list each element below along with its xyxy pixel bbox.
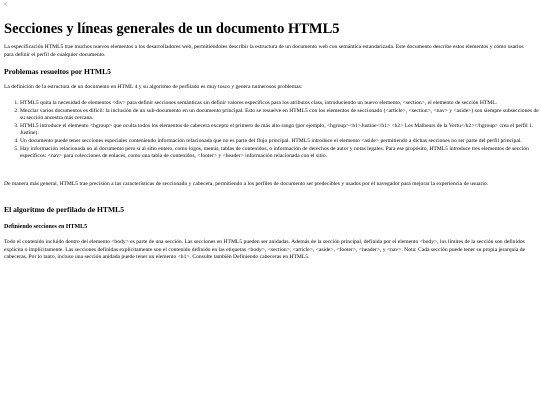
problem-item: 3. HTML5 introduce el elemento <hgroup> que oculta todos los elementos de cabecera excepto el primero de más alto rango (por ejemplo, <hgroup><h1>Justine</h1> <h2> Les Malheurs de la Vertu</h2></hgroup> crea el perfil 1. Justine). (20, 123, 540, 138)
problems-heading: Problemas resueltos por HTML5 (4, 67, 111, 76)
problems-list (8, 100, 540, 161)
problem-item: 4. Un documento puede tener secciones especiales conteniendo información relacionada que no es parte del flujo principal. HTML5 introduce el elemento <aside> permitiendo a dichas secciones no ser parte del perfil principal. (20, 138, 540, 146)
problem-item: 2. Mezclar varios documentos es difícil: la inclusión de un sub-documento en un documento principal. Esto se resuelve en HTML5 con los elementos de seccionado (<article>, <section>, <nav> y <aside>) son siempre subsecciones de su sección ancestra más cercana. (20, 108, 540, 123)
sections-paragraph: Todo el contenido incluido dentro del elemento <body> es parte de una sección. Las secciones en HTML5 pueden ser anidadas. Además de la sección principal, definida por el elemento <body>, los límites de la sección son definidos explícita o implícitamente. Las secciones definidas explícitamente son el contenido definido en las etiquetas <body>, <section>, <article>, <aside>, <footer>, <header>, y <nav>. Nota: Cada sección puede tener su propia jerarquía de cabeceras. Por lo tanto, incluso una sección anidada puede tener un elemento <h1>. Consulte también Definiendo cabeceras en HTML5. (4, 239, 526, 261)
page-title: Secciones y líneas generales de un documento HTML5 (4, 21, 340, 37)
problems-intro-paragraph: La definición de la estructura de un documento en HTML 4 y su algoritmo de perfilado es muy tosco y genera numerosos problemas: (4, 84, 303, 90)
problem-item: 1. HTML5 quita la necesidad de elementos <div> para definir secciones semánticas sin definir valores específicos para los atributos class, introduciendo un nuevo elemento, <section>, el elemento de sección HTML. (20, 100, 540, 108)
algorithm-heading: El algoritmo de perfilado de HTML5 (4, 205, 125, 214)
problems-summary-paragraph: De manera más general, HTML5 trae precisión a las características de seccionado y cabecera, permitiendo a los perfiles de documento ser predecibles y usados por el navegador para mejorar la experiencia de usuario. (4, 181, 489, 187)
problem-item: 5. Hay información relacionada no al documento pero sí al sitio entero, como logos, menús, tablas de contenidos, o información de derechos de autor y notas legales. Para ese propósito, HTML5 introduce tres elementos de sección específicos: <nav> para colecciones de enlaces, como una tabla de contenidos, <footer> y <header> información relacionada con el sitio. (20, 146, 540, 161)
back-link[interactable]: < (4, 2, 8, 8)
sections-subheading: Definiendo secciones en HTML5 (4, 224, 88, 230)
intro-paragraph: La especificación HTML5 trae muchos nuevos elementos a los desarrolladores web, permitiéndoles describir la estructura de un documento web con semántica estandarizada. Este documento describe estos elementos y cómo usarlos para definir el perfil de cualquier documento. (4, 44, 524, 58)
